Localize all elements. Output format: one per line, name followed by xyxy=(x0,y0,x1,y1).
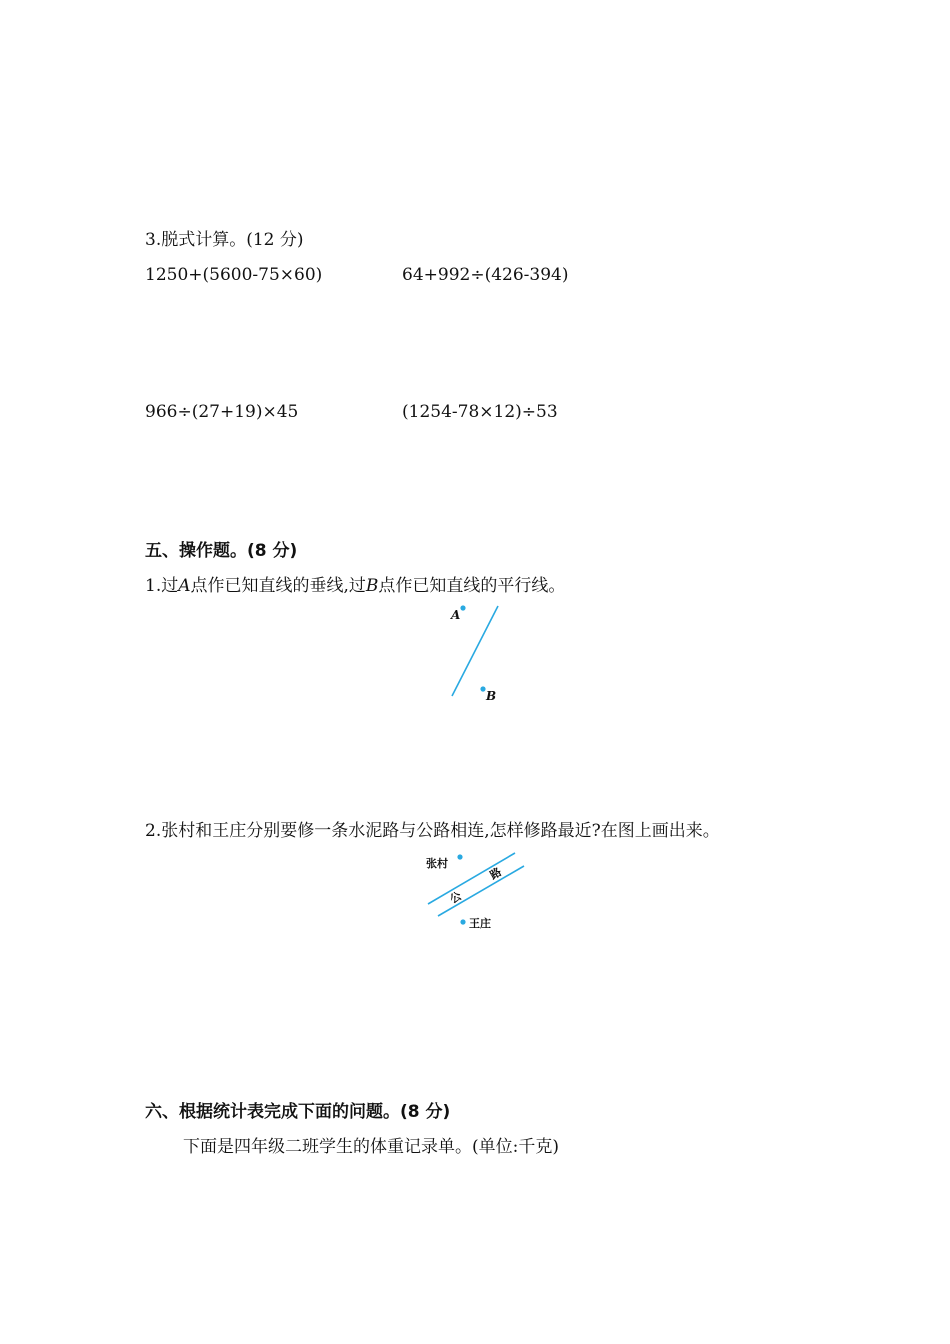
section6-heading: 六、根据统计表完成下面的问题。(8 分) xyxy=(145,1102,451,1122)
zhangcun-dot xyxy=(457,854,462,859)
point-a-label: A xyxy=(451,608,461,622)
road-char-gong: 公 xyxy=(447,889,464,907)
q1-suffix: 点作已知直线的平行线。 xyxy=(378,576,566,596)
zhangcun-label: 张村 xyxy=(426,857,448,870)
q1-point-a: A xyxy=(178,576,191,596)
section5-heading: 五、操作题。(8 分) xyxy=(145,541,298,561)
road-char-lu: 路 xyxy=(487,865,504,883)
expression-4: (1254-78×12)÷53 xyxy=(402,402,558,422)
question-2: 2.张村和王庄分别要修一条水泥路与公路相连,怎样修路最近?在图上画出来。 xyxy=(145,821,720,841)
q1-middle: 点作已知直线的垂线,过 xyxy=(190,576,366,596)
point-a-dot xyxy=(460,605,465,610)
point-b-dot xyxy=(480,686,485,691)
expression-3: 966÷(27+19)×45 xyxy=(145,402,299,422)
q1-point-b: B xyxy=(365,576,379,596)
point-b-label: B xyxy=(486,689,497,703)
wangzhuang-dot xyxy=(460,919,465,924)
wangzhuang-label: 王庄 xyxy=(469,917,491,930)
section3-heading: 3.脱式计算。(12 分) xyxy=(145,230,304,250)
q1-prefix: 1.过 xyxy=(145,576,179,596)
section6-intro: 下面是四年级二班学生的体重记录单。(单位:千克) xyxy=(183,1137,559,1157)
expression-2: 64+992÷(426-394) xyxy=(402,265,569,285)
expression-1: 1250+(5600-75×60) xyxy=(145,265,323,285)
